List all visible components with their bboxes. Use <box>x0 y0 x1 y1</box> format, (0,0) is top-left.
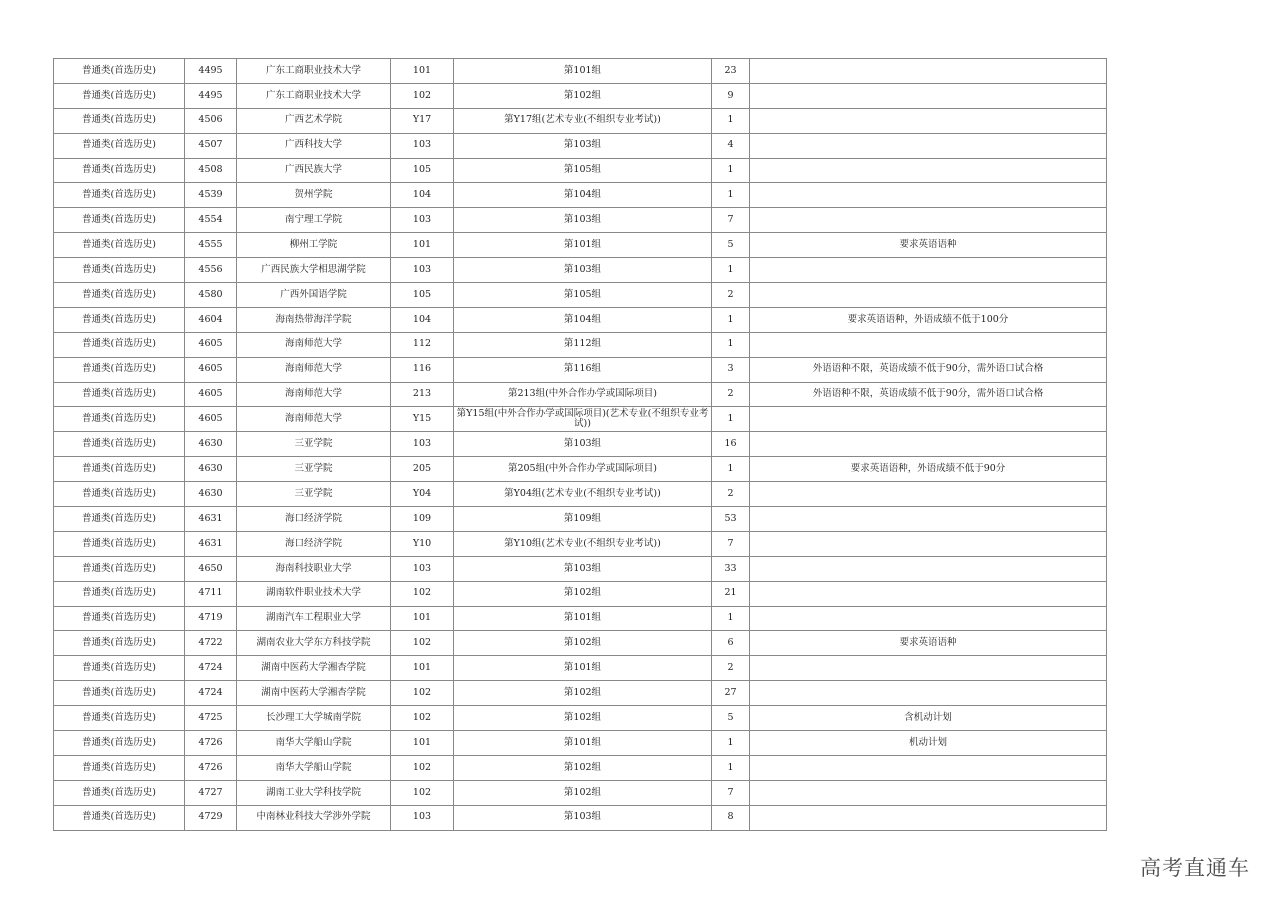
category-cell: 普通类(首选历史) <box>54 556 185 581</box>
plan-count-cell: 7 <box>712 531 750 556</box>
school-name-cell: 南华大学船山学院 <box>237 755 391 780</box>
school-name-cell: 海南师范大学 <box>237 407 391 432</box>
plan-count-cell: 1 <box>712 108 750 133</box>
category-cell: 普通类(首选历史) <box>54 407 185 432</box>
group-code-cell: 103 <box>391 805 454 830</box>
school-name-cell: 海口经济学院 <box>237 531 391 556</box>
category-cell: 普通类(首选历史) <box>54 731 185 756</box>
table-row <box>54 681 1107 706</box>
group-name-cell: 第102组 <box>454 681 712 706</box>
group-code-cell: 103 <box>391 258 454 283</box>
table-row <box>54 59 1107 84</box>
plan-count-cell: 1 <box>712 158 750 183</box>
category-cell: 普通类(首选历史) <box>54 183 185 208</box>
note-cell <box>750 531 1107 556</box>
school-code-cell: 4711 <box>185 581 237 606</box>
school-name-cell: 广西民族大学相思湖学院 <box>237 258 391 283</box>
group-name-cell: 第102组 <box>454 631 712 656</box>
group-code-cell: 101 <box>391 656 454 681</box>
group-code-cell: 105 <box>391 283 454 308</box>
school-code-cell: 4725 <box>185 706 237 731</box>
group-name-cell: 第103组 <box>454 432 712 457</box>
school-code-cell: 4630 <box>185 432 237 457</box>
category-cell: 普通类(首选历史) <box>54 482 185 507</box>
group-name-cell: 第104组 <box>454 307 712 332</box>
plan-count-cell: 6 <box>712 631 750 656</box>
plan-count-cell: 7 <box>712 780 750 805</box>
plan-count-cell: 5 <box>712 706 750 731</box>
category-cell: 普通类(首选历史) <box>54 656 185 681</box>
group-name-cell: 第103组 <box>454 133 712 158</box>
group-name-cell: 第101组 <box>454 59 712 84</box>
school-code-cell: 4631 <box>185 507 237 532</box>
note-cell <box>750 407 1107 432</box>
school-code-cell: 4724 <box>185 681 237 706</box>
group-code-cell: 112 <box>391 332 454 357</box>
plan-count-cell: 1 <box>712 731 750 756</box>
note-cell <box>750 108 1107 133</box>
table-row <box>54 208 1107 233</box>
table-body <box>54 59 1107 831</box>
note-cell <box>750 780 1107 805</box>
group-code-cell: Y10 <box>391 531 454 556</box>
school-name-cell: 海口经济学院 <box>237 507 391 532</box>
table-row <box>54 507 1107 532</box>
plan-count-cell: 1 <box>712 183 750 208</box>
note-cell: 要求英语语种 <box>750 631 1107 656</box>
group-code-cell: 116 <box>391 357 454 382</box>
group-name-cell: 第Y17组(艺术专业(不组织专业考试)) <box>454 108 712 133</box>
category-cell: 普通类(首选历史) <box>54 581 185 606</box>
plan-count-cell: 1 <box>712 755 750 780</box>
school-code-cell: 4554 <box>185 208 237 233</box>
category-cell: 普通类(首选历史) <box>54 755 185 780</box>
table-row <box>54 755 1107 780</box>
group-name-cell: 第213组(中外合作办学或国际项目) <box>454 382 712 407</box>
group-name-cell: 第104组 <box>454 183 712 208</box>
school-name-cell: 三亚学院 <box>237 432 391 457</box>
note-cell <box>750 83 1107 108</box>
category-cell: 普通类(首选历史) <box>54 531 185 556</box>
note-cell <box>750 482 1107 507</box>
school-name-cell: 湖南工业大学科技学院 <box>237 780 391 805</box>
school-code-cell: 4605 <box>185 332 237 357</box>
school-name-cell: 海南师范大学 <box>237 382 391 407</box>
category-cell: 普通类(首选历史) <box>54 382 185 407</box>
group-name-cell: 第Y04组(艺术专业(不组织专业考试)) <box>454 482 712 507</box>
group-code-cell: 103 <box>391 556 454 581</box>
group-code-cell: 103 <box>391 208 454 233</box>
school-name-cell: 海南师范大学 <box>237 357 391 382</box>
group-code-cell: 101 <box>391 606 454 631</box>
note-cell <box>750 656 1107 681</box>
note-cell <box>750 507 1107 532</box>
plan-count-cell: 1 <box>712 457 750 482</box>
plan-count-cell: 33 <box>712 556 750 581</box>
group-name-cell: 第205组(中外合作办学或国际项目) <box>454 457 712 482</box>
group-name-cell: 第112组 <box>454 332 712 357</box>
category-cell: 普通类(首选历史) <box>54 780 185 805</box>
category-cell: 普通类(首选历史) <box>54 507 185 532</box>
school-code-cell: 4495 <box>185 83 237 108</box>
plan-count-cell: 2 <box>712 656 750 681</box>
school-code-cell: 4556 <box>185 258 237 283</box>
note-cell <box>750 158 1107 183</box>
category-cell: 普通类(首选历史) <box>54 59 185 84</box>
category-cell: 普通类(首选历史) <box>54 108 185 133</box>
group-name-cell: 第103组 <box>454 208 712 233</box>
school-name-cell: 广西科技大学 <box>237 133 391 158</box>
note-cell: 要求英语语种 <box>750 233 1107 258</box>
group-name-cell: 第102组 <box>454 706 712 731</box>
school-name-cell: 湖南中医药大学湘杏学院 <box>237 656 391 681</box>
school-code-cell: 4506 <box>185 108 237 133</box>
school-name-cell: 长沙理工大学城南学院 <box>237 706 391 731</box>
note-cell <box>750 805 1107 830</box>
category-cell: 普通类(首选历史) <box>54 805 185 830</box>
plan-count-cell: 27 <box>712 681 750 706</box>
table-row <box>54 258 1107 283</box>
category-cell: 普通类(首选历史) <box>54 233 185 258</box>
school-name-cell: 广东工商职业技术大学 <box>237 59 391 84</box>
group-code-cell: 102 <box>391 681 454 706</box>
note-cell <box>750 755 1107 780</box>
school-name-cell: 湖南汽车工程职业大学 <box>237 606 391 631</box>
category-cell: 普通类(首选历史) <box>54 158 185 183</box>
school-name-cell: 广西外国语学院 <box>237 283 391 308</box>
school-code-cell: 4726 <box>185 731 237 756</box>
table-row <box>54 531 1107 556</box>
table-row <box>54 780 1107 805</box>
school-code-cell: 4724 <box>185 656 237 681</box>
table-row <box>54 805 1107 830</box>
school-name-cell: 南华大学船山学院 <box>237 731 391 756</box>
plan-count-cell: 16 <box>712 432 750 457</box>
school-name-cell: 广西艺术学院 <box>237 108 391 133</box>
table-row <box>54 233 1107 258</box>
school-code-cell: 4630 <box>185 482 237 507</box>
school-code-cell: 4580 <box>185 283 237 308</box>
table-row <box>54 332 1107 357</box>
group-code-cell: 102 <box>391 755 454 780</box>
group-code-cell: Y04 <box>391 482 454 507</box>
school-code-cell: 4719 <box>185 606 237 631</box>
school-code-cell: 4722 <box>185 631 237 656</box>
school-name-cell: 柳州工学院 <box>237 233 391 258</box>
school-code-cell: 4605 <box>185 357 237 382</box>
note-cell <box>750 283 1107 308</box>
group-code-cell: Y15 <box>391 407 454 432</box>
group-name-cell: 第101组 <box>454 606 712 631</box>
category-cell: 普通类(首选历史) <box>54 208 185 233</box>
table-row <box>54 158 1107 183</box>
school-code-cell: 4631 <box>185 531 237 556</box>
group-name-cell: 第105组 <box>454 283 712 308</box>
school-name-cell: 三亚学院 <box>237 482 391 507</box>
group-code-cell: 104 <box>391 307 454 332</box>
plan-count-cell: 1 <box>712 407 750 432</box>
school-name-cell: 中南林业科技大学涉外学院 <box>237 805 391 830</box>
note-cell <box>750 133 1107 158</box>
school-name-cell: 海南科技职业大学 <box>237 556 391 581</box>
school-name-cell: 湖南中医药大学湘杏学院 <box>237 681 391 706</box>
table-row <box>54 183 1107 208</box>
table-row <box>54 706 1107 731</box>
group-code-cell: 104 <box>391 183 454 208</box>
table-row <box>54 457 1107 482</box>
school-code-cell: 4630 <box>185 457 237 482</box>
table-row <box>54 432 1107 457</box>
group-code-cell: 205 <box>391 457 454 482</box>
note-cell: 机动计划 <box>750 731 1107 756</box>
category-cell: 普通类(首选历史) <box>54 681 185 706</box>
note-cell: 要求英语语种，外语成绩不低于90分 <box>750 457 1107 482</box>
note-cell <box>750 59 1107 84</box>
plan-count-cell: 23 <box>712 59 750 84</box>
note-cell: 外语语种不限，英语成绩不低于90分，需外语口试合格 <box>750 382 1107 407</box>
category-cell: 普通类(首选历史) <box>54 432 185 457</box>
category-cell: 普通类(首选历史) <box>54 332 185 357</box>
table-row <box>54 133 1107 158</box>
watermark-logo: 高考直通车 <box>1140 856 1250 880</box>
group-code-cell: 101 <box>391 731 454 756</box>
school-code-cell: 4604 <box>185 307 237 332</box>
group-name-cell: 第103组 <box>454 805 712 830</box>
group-name-cell: 第103组 <box>454 556 712 581</box>
note-cell <box>750 556 1107 581</box>
school-code-cell: 4650 <box>185 556 237 581</box>
group-name-cell: 第102组 <box>454 83 712 108</box>
plan-count-cell: 9 <box>712 83 750 108</box>
plan-count-cell: 2 <box>712 482 750 507</box>
table-row <box>54 357 1107 382</box>
note-cell <box>750 581 1107 606</box>
group-name-cell: 第101组 <box>454 233 712 258</box>
table-row <box>54 731 1107 756</box>
category-cell: 普通类(首选历史) <box>54 357 185 382</box>
school-name-cell: 三亚学院 <box>237 457 391 482</box>
school-code-cell: 4726 <box>185 755 237 780</box>
note-cell <box>750 208 1107 233</box>
note-cell: 外语语种不限，英语成绩不低于90分，需外语口试合格 <box>750 357 1107 382</box>
group-code-cell: 102 <box>391 780 454 805</box>
group-name-cell: 第Y15组(中外合作办学或国际项目)(艺术专业(不组织专业考试)) <box>454 407 712 432</box>
category-cell: 普通类(首选历史) <box>54 283 185 308</box>
plan-count-cell: 21 <box>712 581 750 606</box>
table-row <box>54 307 1107 332</box>
school-code-cell: 4605 <box>185 382 237 407</box>
group-code-cell: 109 <box>391 507 454 532</box>
category-cell: 普通类(首选历史) <box>54 83 185 108</box>
category-cell: 普通类(首选历史) <box>54 706 185 731</box>
table-row <box>54 581 1107 606</box>
school-name-cell: 南宁理工学院 <box>237 208 391 233</box>
note-cell <box>750 432 1107 457</box>
group-code-cell: 102 <box>391 83 454 108</box>
group-code-cell: 213 <box>391 382 454 407</box>
table-row <box>54 407 1107 432</box>
plan-count-cell: 2 <box>712 382 750 407</box>
school-name-cell: 海南师范大学 <box>237 332 391 357</box>
school-name-cell: 广西民族大学 <box>237 158 391 183</box>
plan-count-cell: 3 <box>712 357 750 382</box>
note-cell: 要求英语语种，外语成绩不低于100分 <box>750 307 1107 332</box>
school-name-cell: 贺州学院 <box>237 183 391 208</box>
table-row <box>54 556 1107 581</box>
plan-count-cell: 5 <box>712 233 750 258</box>
table-row <box>54 283 1107 308</box>
group-name-cell: 第103组 <box>454 258 712 283</box>
group-code-cell: 103 <box>391 432 454 457</box>
plan-count-cell: 2 <box>712 283 750 308</box>
category-cell: 普通类(首选历史) <box>54 606 185 631</box>
group-code-cell: 101 <box>391 59 454 84</box>
plan-count-cell: 53 <box>712 507 750 532</box>
group-code-cell: 102 <box>391 581 454 606</box>
group-code-cell: 105 <box>391 158 454 183</box>
group-name-cell: 第102组 <box>454 581 712 606</box>
note-cell <box>750 258 1107 283</box>
group-code-cell: 101 <box>391 233 454 258</box>
note-cell: 含机动计划 <box>750 706 1107 731</box>
school-name-cell: 海南热带海洋学院 <box>237 307 391 332</box>
category-cell: 普通类(首选历史) <box>54 457 185 482</box>
category-cell: 普通类(首选历史) <box>54 631 185 656</box>
table-row <box>54 382 1107 407</box>
category-cell: 普通类(首选历史) <box>54 133 185 158</box>
school-code-cell: 4507 <box>185 133 237 158</box>
table-row <box>54 108 1107 133</box>
school-name-cell: 湖南软件职业技术大学 <box>237 581 391 606</box>
group-name-cell: 第116组 <box>454 357 712 382</box>
school-code-cell: 4539 <box>185 183 237 208</box>
category-cell: 普通类(首选历史) <box>54 258 185 283</box>
school-name-cell: 广东工商职业技术大学 <box>237 83 391 108</box>
plan-count-cell: 1 <box>712 332 750 357</box>
category-cell: 普通类(首选历史) <box>54 307 185 332</box>
table-row <box>54 631 1107 656</box>
group-code-cell: 102 <box>391 631 454 656</box>
group-name-cell: 第109组 <box>454 507 712 532</box>
group-code-cell: 102 <box>391 706 454 731</box>
plan-count-cell: 8 <box>712 805 750 830</box>
group-name-cell: 第Y10组(艺术专业(不组织专业考试)) <box>454 531 712 556</box>
note-cell <box>750 606 1107 631</box>
school-code-cell: 4605 <box>185 407 237 432</box>
note-cell <box>750 681 1107 706</box>
group-code-cell: Y17 <box>391 108 454 133</box>
table-row <box>54 482 1107 507</box>
school-code-cell: 4555 <box>185 233 237 258</box>
table-row <box>54 83 1107 108</box>
plan-count-cell: 1 <box>712 606 750 631</box>
school-name-cell: 湖南农业大学东方科技学院 <box>237 631 391 656</box>
school-code-cell: 4495 <box>185 59 237 84</box>
note-cell <box>750 183 1107 208</box>
group-code-cell: 103 <box>391 133 454 158</box>
note-cell <box>750 332 1107 357</box>
school-code-cell: 4727 <box>185 780 237 805</box>
group-name-cell: 第101组 <box>454 731 712 756</box>
plan-count-cell: 1 <box>712 307 750 332</box>
table-row <box>54 606 1107 631</box>
plan-count-cell: 1 <box>712 258 750 283</box>
group-name-cell: 第102组 <box>454 780 712 805</box>
school-code-cell: 4508 <box>185 158 237 183</box>
group-name-cell: 第105组 <box>454 158 712 183</box>
table-row <box>54 656 1107 681</box>
plan-count-cell: 7 <box>712 208 750 233</box>
admission-plan-table <box>53 58 1107 831</box>
school-code-cell: 4729 <box>185 805 237 830</box>
plan-count-cell: 4 <box>712 133 750 158</box>
group-name-cell: 第102组 <box>454 755 712 780</box>
group-name-cell: 第101组 <box>454 656 712 681</box>
